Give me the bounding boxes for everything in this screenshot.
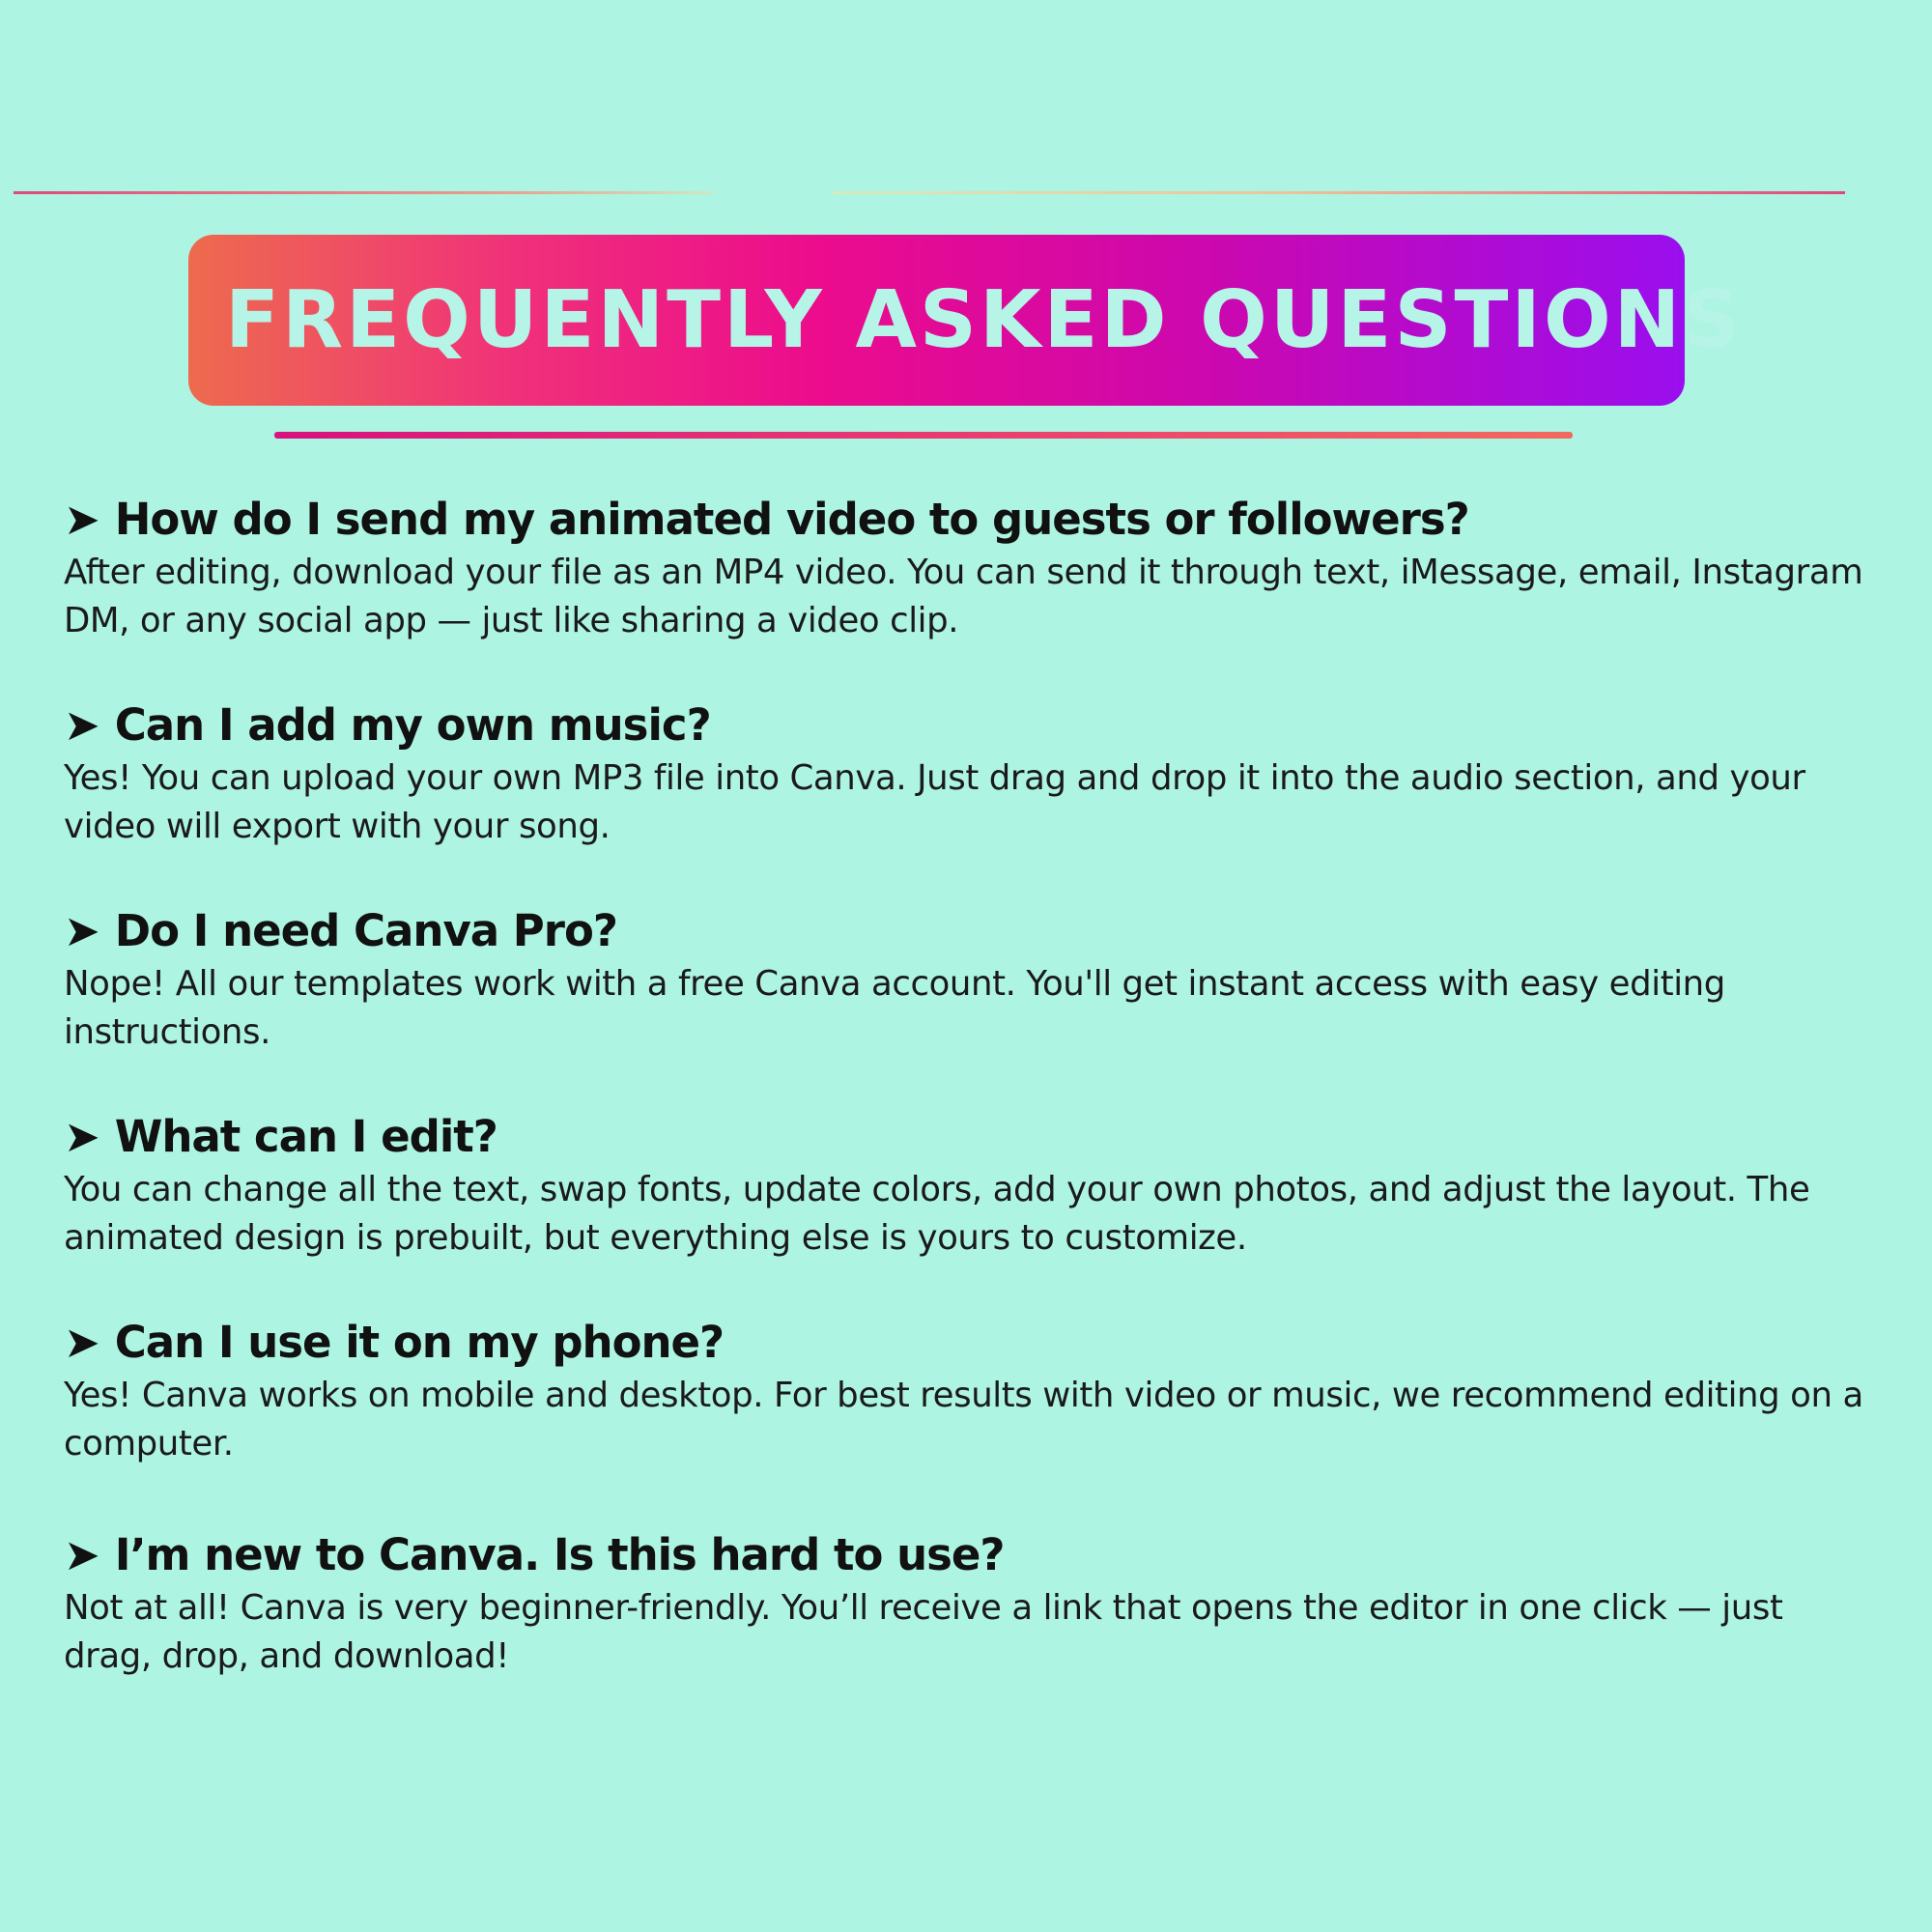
arrow-right-icon: ➤: [64, 699, 99, 751]
faq-question: [64, 698, 1880, 753]
faq-answer: Yes! Canva works on mobile and desktop. For best results with video or music, we recommend editing on a computer.: [64, 1376, 1863, 1463]
faq-item-new-to-canva: [64, 1528, 1880, 1681]
faq-question: [64, 1110, 1880, 1164]
faq-item-canva-pro: [64, 904, 1880, 1057]
faq-question-text: Do I need Canva Pro?: [114, 905, 618, 956]
faq-item-phone: [64, 1316, 1880, 1468]
faq-question: [64, 493, 1880, 547]
arrow-right-icon: ➤: [64, 1317, 99, 1368]
arrow-right-icon: ➤: [64, 1529, 99, 1580]
arrow-right-icon: ➤: [64, 494, 99, 545]
top-divider-right: [831, 191, 1845, 194]
title-banner: [188, 235, 1744, 406]
faq-answer: Not at all! Canva is very beginner-friendly. You’ll receive a link that opens the editor in one click — just drag, drop, and download!: [64, 1588, 1783, 1676]
faq-item-what-edit: [64, 1110, 1880, 1263]
title-underline: [274, 432, 1573, 439]
arrow-right-icon: ➤: [64, 905, 99, 956]
faq-answer: You can change all the text, swap fonts, update colors, add your own photos, and adjust the layout. The animated design is prebuilt, but everything else is yours to customize.: [64, 1170, 1810, 1258]
faq-question: [64, 904, 1880, 958]
faq-item-own-music: [64, 698, 1880, 851]
faq-question-text: Can I use it on my phone?: [114, 1317, 724, 1368]
faq-question-text: What can I edit?: [114, 1111, 497, 1162]
faq-question-text: How do I send my animated video to guests or followers?: [114, 494, 1469, 545]
faq-question: [64, 1528, 1880, 1582]
faq-answer: Nope! All our templates work with a free Canva account. You'll get instant access with easy editing instructions.: [64, 964, 1725, 1052]
faq-answer: After editing, download your file as an MP4 video. You can send it through text, iMessage, email, Instagram DM, or any social app — just like sharing a video clip.: [64, 553, 1863, 640]
faq-question: [64, 1316, 1880, 1370]
faq-answer: Yes! You can upload your own MP3 file into Canva. Just drag and drop it into the audio section, and your video will export with your song.: [64, 758, 1805, 846]
faq-question-text: I’m new to Canva. Is this hard to use?: [114, 1529, 1005, 1580]
faq-question-text: Can I add my own music?: [114, 699, 711, 751]
faq-item-send-video: [64, 493, 1880, 645]
top-divider-left: [14, 191, 713, 194]
arrow-right-icon: ➤: [64, 1111, 99, 1162]
page-title: FREQUENTLY ASKED QUESTIONS: [225, 273, 1744, 366]
